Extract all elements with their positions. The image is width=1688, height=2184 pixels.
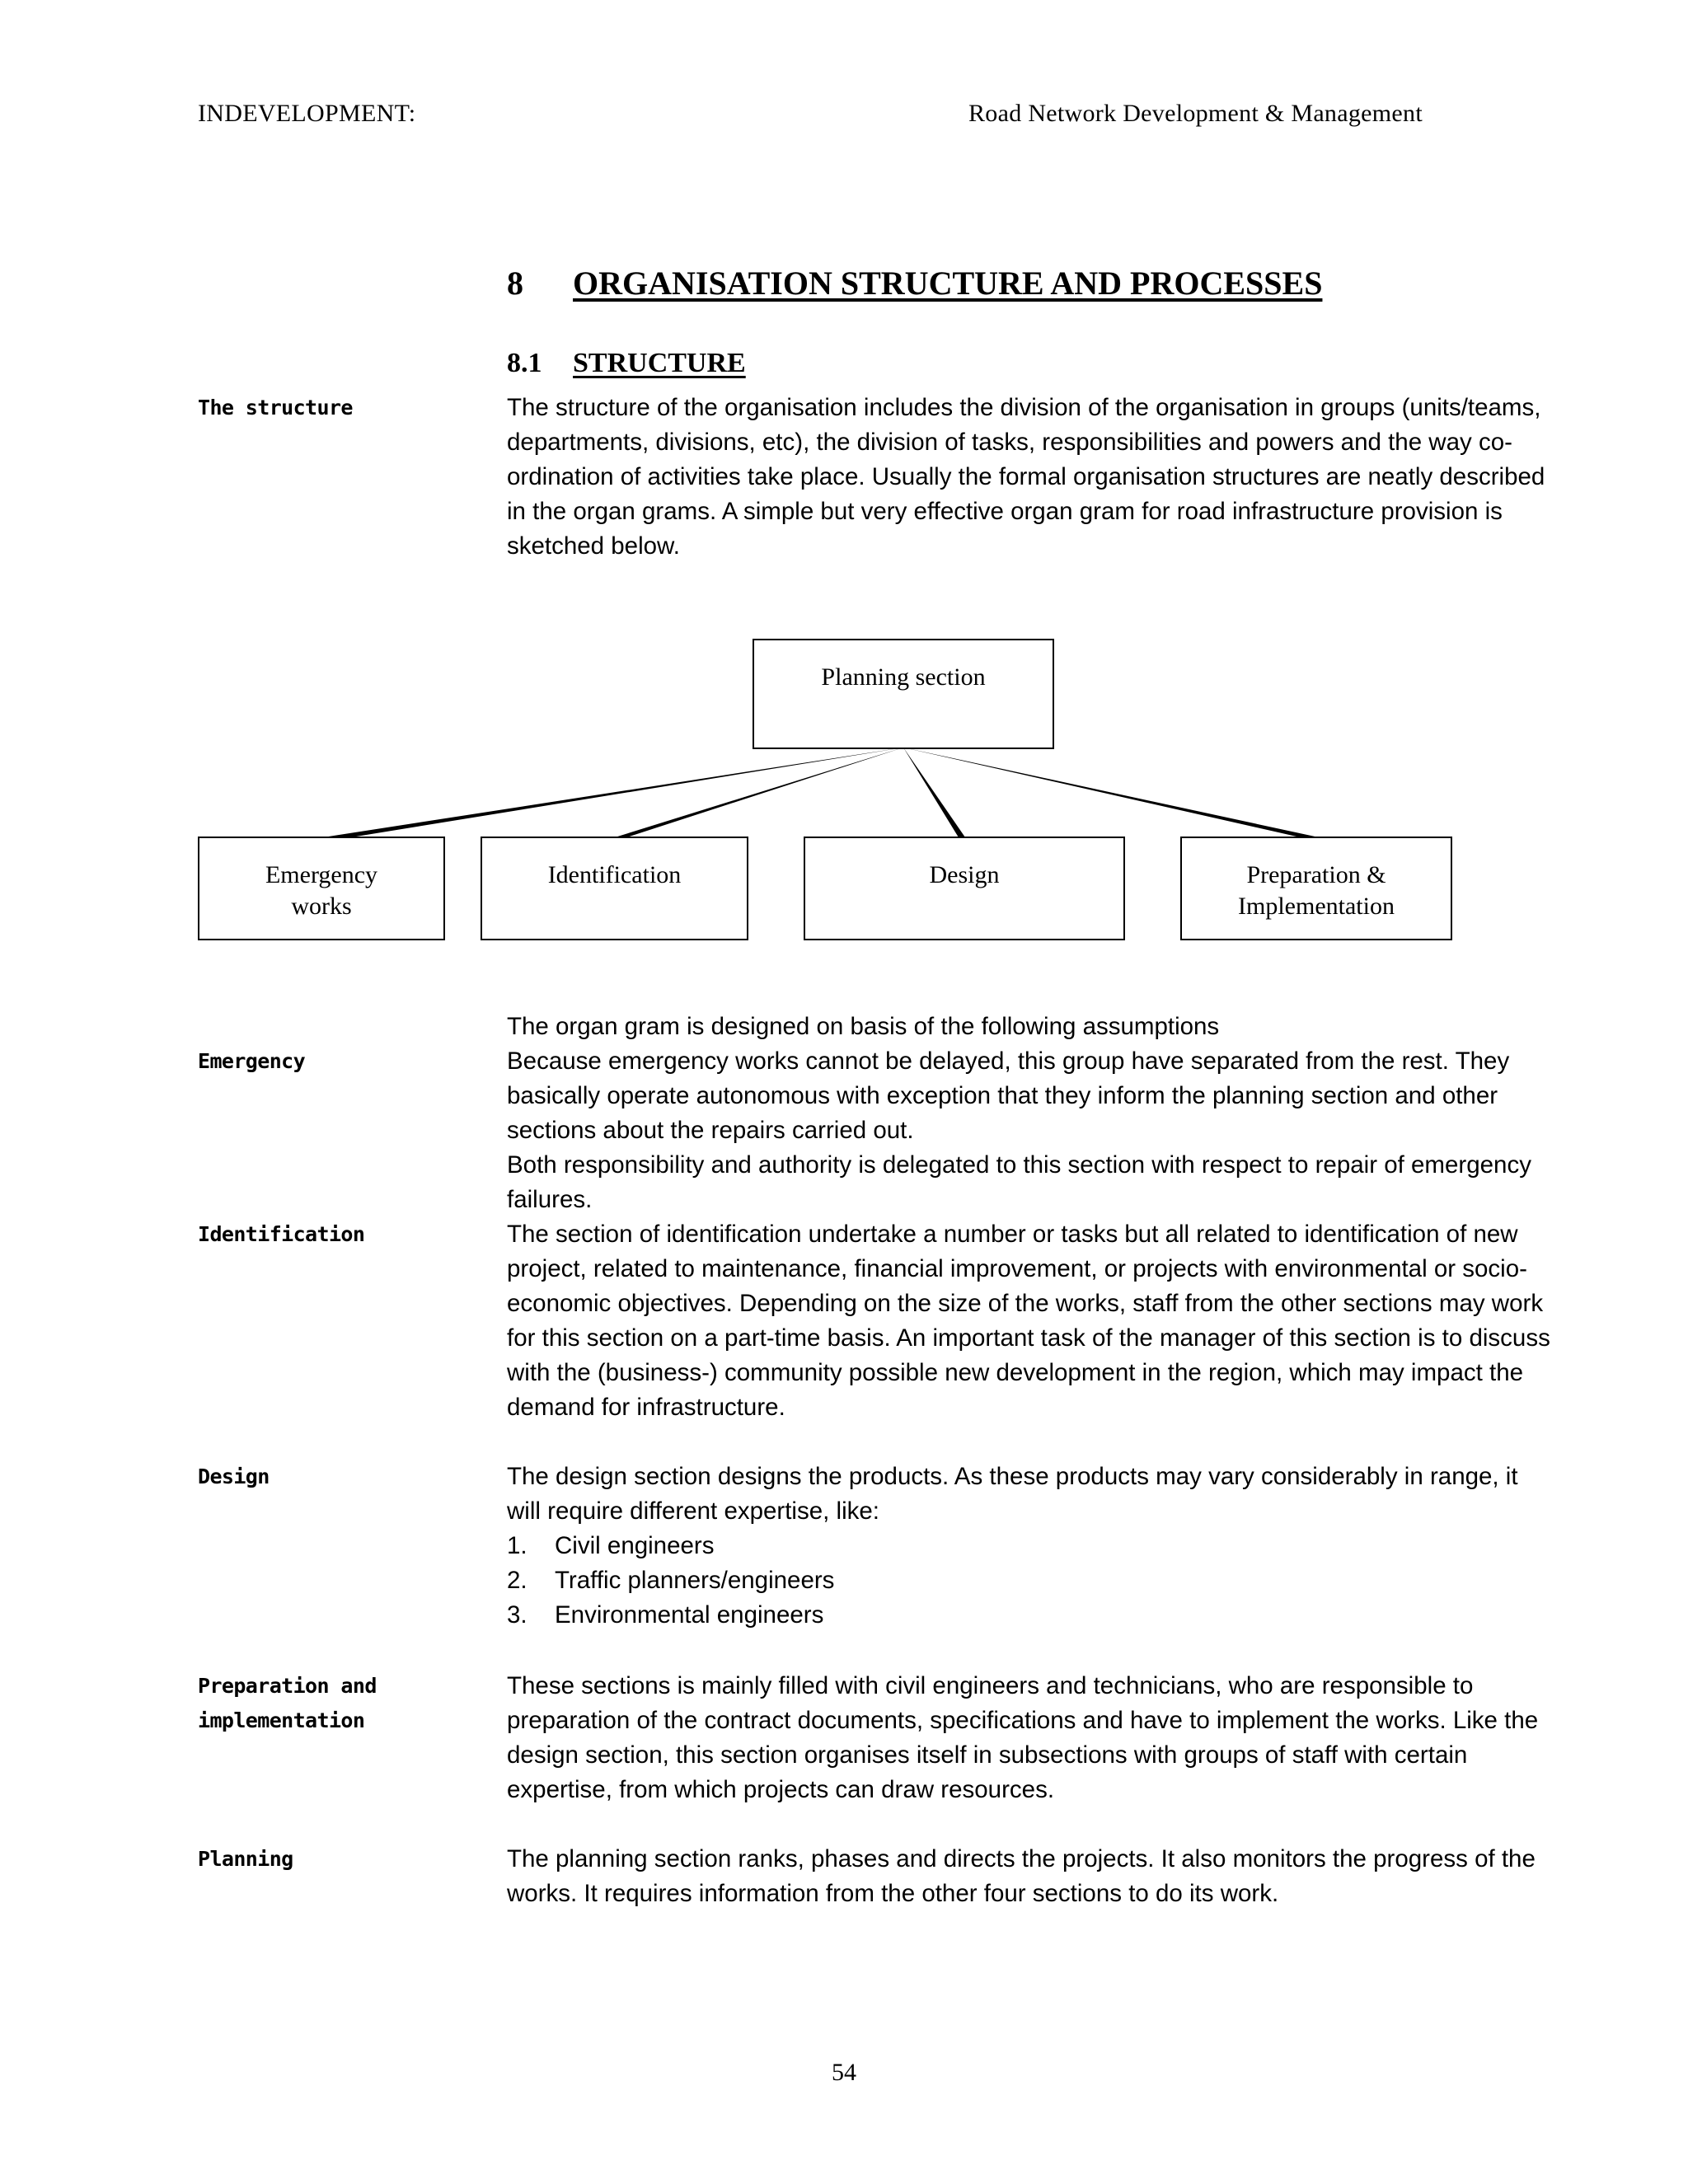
organogram-node-label-line1: Identification (547, 861, 682, 888)
paragraph-design (507, 1460, 1558, 1529)
list-item-label: Traffic planners/engineers (555, 1567, 835, 1594)
organogram-node-design (804, 837, 1125, 940)
paragraph-emergency-1 (507, 1044, 1558, 1148)
margin-note-structure: The structure (198, 396, 353, 419)
design-expertise-list (507, 1529, 1558, 1633)
margin-note-emergency: Emergency (198, 1049, 306, 1073)
paragraph-text: The organ gram is designed on basis of the following assumptions (507, 1013, 1220, 1040)
margin-note-identification: Identification (198, 1222, 365, 1246)
margin-note-preparation-line1: Preparation and (198, 1674, 377, 1698)
list-item (507, 1598, 1558, 1633)
margin-note-preparation-line2: implementation (198, 1708, 365, 1732)
list-item-number: 2. (507, 1567, 528, 1594)
paragraph-text: The section of identification undertake a number or tasks but all related to identification of new project, related to maintenance, financial improvement, or projects with environmental or socio-economic objectives. Depending on the size of the works, staff from the other sections may work for this section on a part-time basis. An important task of the manager of this section is to discuss with the (business-) community possible new development in the region, which may impact the demand for infrastructure. (507, 1221, 1550, 1421)
organogram-node-identification (481, 837, 748, 940)
section-number: 8.1 (507, 348, 542, 378)
paragraph-text: These sections is mainly filled with civil engineers and technicians, who are responsible to preparation of the contract documents, specifications and have to implement the works. Like the design section, this section organises itself in subsections with groups of staff with certain expertise, from which projects can draw resources. (507, 1672, 1539, 1803)
connector-to-identification (612, 748, 903, 842)
list-item (507, 1563, 1558, 1598)
running-head-left: INDEVELOPMENT: (198, 100, 416, 127)
organogram-node-label-line2: works (291, 893, 352, 920)
paragraph-text: Because emergency works cannot be delayed, this group have separated from the rest. They basically operate autonomous with exception that they inform the planning section and other sections about the repairs carried out. (507, 1047, 1510, 1144)
paragraph-emergency-2 (507, 1148, 1558, 1217)
paragraph-assumptions-lead (507, 1010, 1558, 1044)
paragraph-text: Both responsibility and authority is delegated to this section with respect to repair of emergency failures. (507, 1151, 1531, 1213)
paragraph-intro (507, 391, 1558, 564)
chapter-heading (507, 264, 1322, 303)
connector-to-design (903, 748, 965, 841)
connector-to-preparation (903, 748, 1322, 842)
organogram-node-label-line1: Preparation & (1246, 861, 1386, 888)
organogram-node-label-line1: Design (929, 861, 1000, 888)
paragraph-identification (507, 1217, 1558, 1425)
page-number: 54 (832, 2059, 856, 2086)
list-item-label: Civil engineers (555, 1532, 715, 1559)
organogram-node-preparation-implementation (1180, 837, 1452, 940)
list-item (507, 1529, 1558, 1563)
organogram-node-label-line1: Emergency (265, 861, 378, 888)
margin-note-preparation (198, 1669, 495, 1738)
organogram-node-emergency-works (198, 837, 445, 940)
paragraph-preparation (507, 1669, 1558, 1807)
chapter-title: ORGANISATION STRUCTURE AND PROCESSES (573, 265, 1323, 302)
connector-to-emergency (321, 748, 903, 842)
list-item-number: 1. (507, 1532, 528, 1559)
organogram-node-label-line2: Implementation (1238, 893, 1395, 920)
chapter-number: 8 (507, 265, 523, 302)
paragraph-text: The planning section ranks, phases and directs the projects. It also monitors the progress of the works. It requires information from the other four sections to do its work. (507, 1845, 1536, 1907)
paragraph-text: The design section designs the products. As these products may vary considerably in range, it will require different expertise, like: (507, 1463, 1518, 1525)
organogram-node-root-label: Planning section (821, 663, 986, 691)
list-item-label: Environmental engineers (555, 1601, 824, 1629)
organogram-node-root (753, 639, 1054, 749)
running-head (198, 97, 1490, 130)
paragraph-planning (507, 1842, 1558, 1911)
running-head-right: Road Network Development & Management (968, 100, 1423, 127)
section-title: STRUCTURE (573, 348, 746, 378)
section-heading (507, 346, 746, 381)
margin-note-design: Design (198, 1465, 270, 1488)
margin-note-planning: Planning (198, 1847, 293, 1871)
paragraph-text: The structure of the organisation includes the division of the organisation in groups (units/teams, departments, divisions, etc), the division of tasks, responsibilities and powers and the way co-ordination of activities take place. Usually the formal organisation structures are neatly described in the organ grams. A simple but very effective organ gram for road infrastructure provision is sketched below. (507, 394, 1545, 560)
list-item-number: 3. (507, 1601, 528, 1629)
